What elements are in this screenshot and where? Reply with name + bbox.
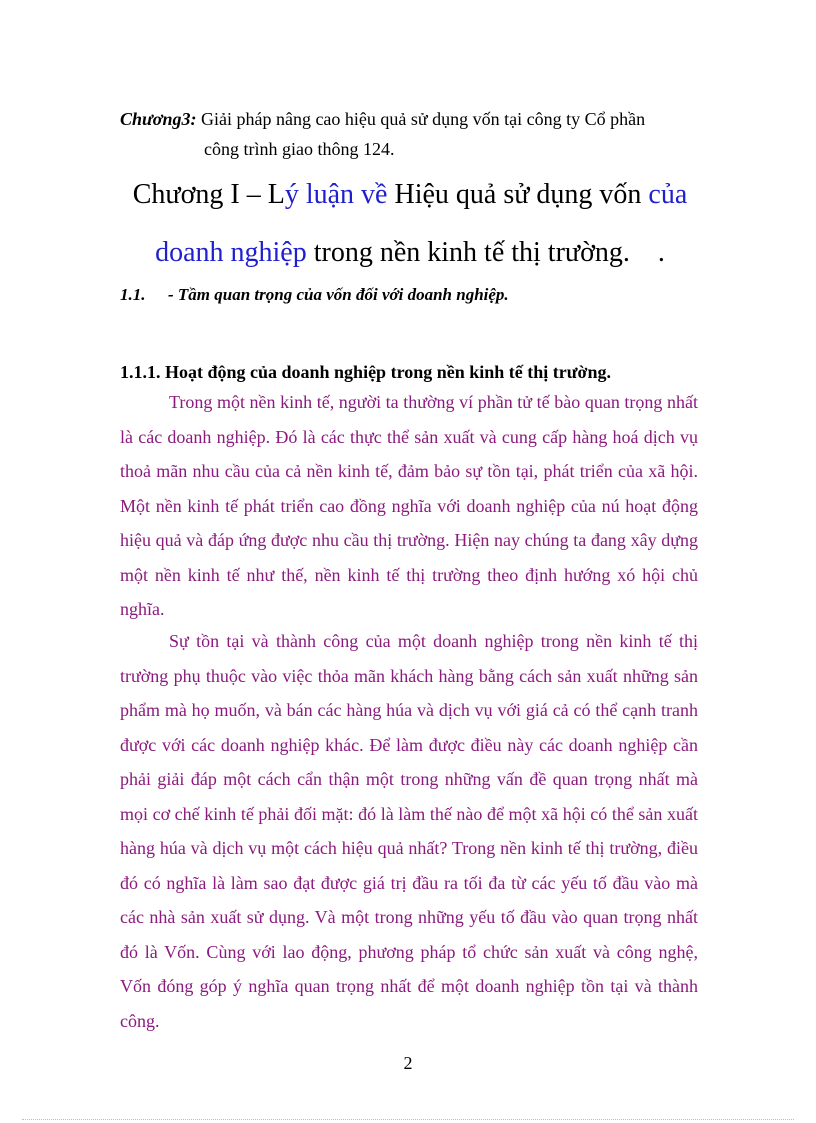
chapter-title-part1: Chương I – L [132, 179, 285, 210]
chapter-3-title-line1: Giải pháp nâng cao hiệu quả sử dụng vốn tại công ty Cổ phần [196, 109, 646, 129]
chapter-3-label: Chương3: [120, 109, 197, 129]
section-1-1-title: - Tầm quan trọng của vốn đối với doanh nghiệp. [168, 285, 509, 304]
paragraph-1: Trong một nền kinh tế, người ta thường ví phần tử tế bào quan trọng nhất là các doanh nghiệp. Đó là các thực thể sản xuất và cung cấp hàng hoá dịch vụ thoả mãn nhu cầu của cả nền kinh tế, đảm bảo sự tồn tại, phát triển của xã hội. Một nền kinh tế phát triển cao đồng nghĩa với doanh nghiệp của nú hoạt động hiệu quả và đáp ứng được nhu cầu thị trường. Hiện nay chúng ta đang xây dựng một nền kinh tế như thế, nền kinh tế thị trường theo định hướng xó hội chủ nghĩa. [120, 392, 698, 619]
chapter-title-part7: . [629, 237, 665, 268]
chapter-title-part5: doanh nghiệp [155, 237, 307, 268]
chapter-3-title-line2: công trình giao thông 124. [204, 139, 395, 159]
chapter-title [100, 166, 720, 282]
chapter-3-heading [120, 104, 698, 164]
page-number: 2 [403, 1053, 413, 1073]
section-1-1-number: 1.1. [120, 285, 146, 304]
chapter-title-part4: của [648, 179, 688, 210]
page-bottom-divider [22, 1119, 794, 1120]
section-1-1-heading [120, 285, 509, 305]
chapter-title-part6: trong nền kinh tế thị trường. [306, 237, 630, 268]
chapter-title-part3: Hiệu quả sử dụng vốn [387, 179, 649, 210]
chapter-title-part2: ý luận về [284, 179, 388, 210]
section-1-1-1-heading: 1.1.1. Hoạt động của doanh nghiệp trong nền kinh tế thị trường. [120, 362, 612, 382]
paragraph-2: Sự tồn tại và thành công của một doanh nghiệp trong nền kinh tế thị trường phụ thuộc vào việc thỏa mãn khách hàng bằng cách sản xuất những sản phẩm mà họ muốn, và bán các hàng húa và dịch vụ với giá cả có thể cạnh tranh được với các doanh nghiệp khác. Để làm được điều này các doanh nghiệp cần phải giải đáp một cách cẩn thận một trong những vấn đề quan trọng nhất mà mọi cơ chế kinh tế phải đối mặt: đó là làm thế nào để một xã hội có thể sản xuất hàng húa và dịch vụ một cách hiệu quả nhất? Trong nền kinh tế thị trường, điều đó có nghĩa là làm sao đạt được giá trị đầu ra tối đa từ các yếu tố đầu vào mà các nhà sản xuất sử dụng. Và một trong những yếu tố đầu vào quan trọng nhất đó là Vốn. Cùng với lao động, phương pháp tổ chức sản xuất và công nghệ, Vốn đóng góp ý nghĩa quan trọng nhất để một doanh nghiệp tồn tại và thành công. [120, 631, 698, 1031]
